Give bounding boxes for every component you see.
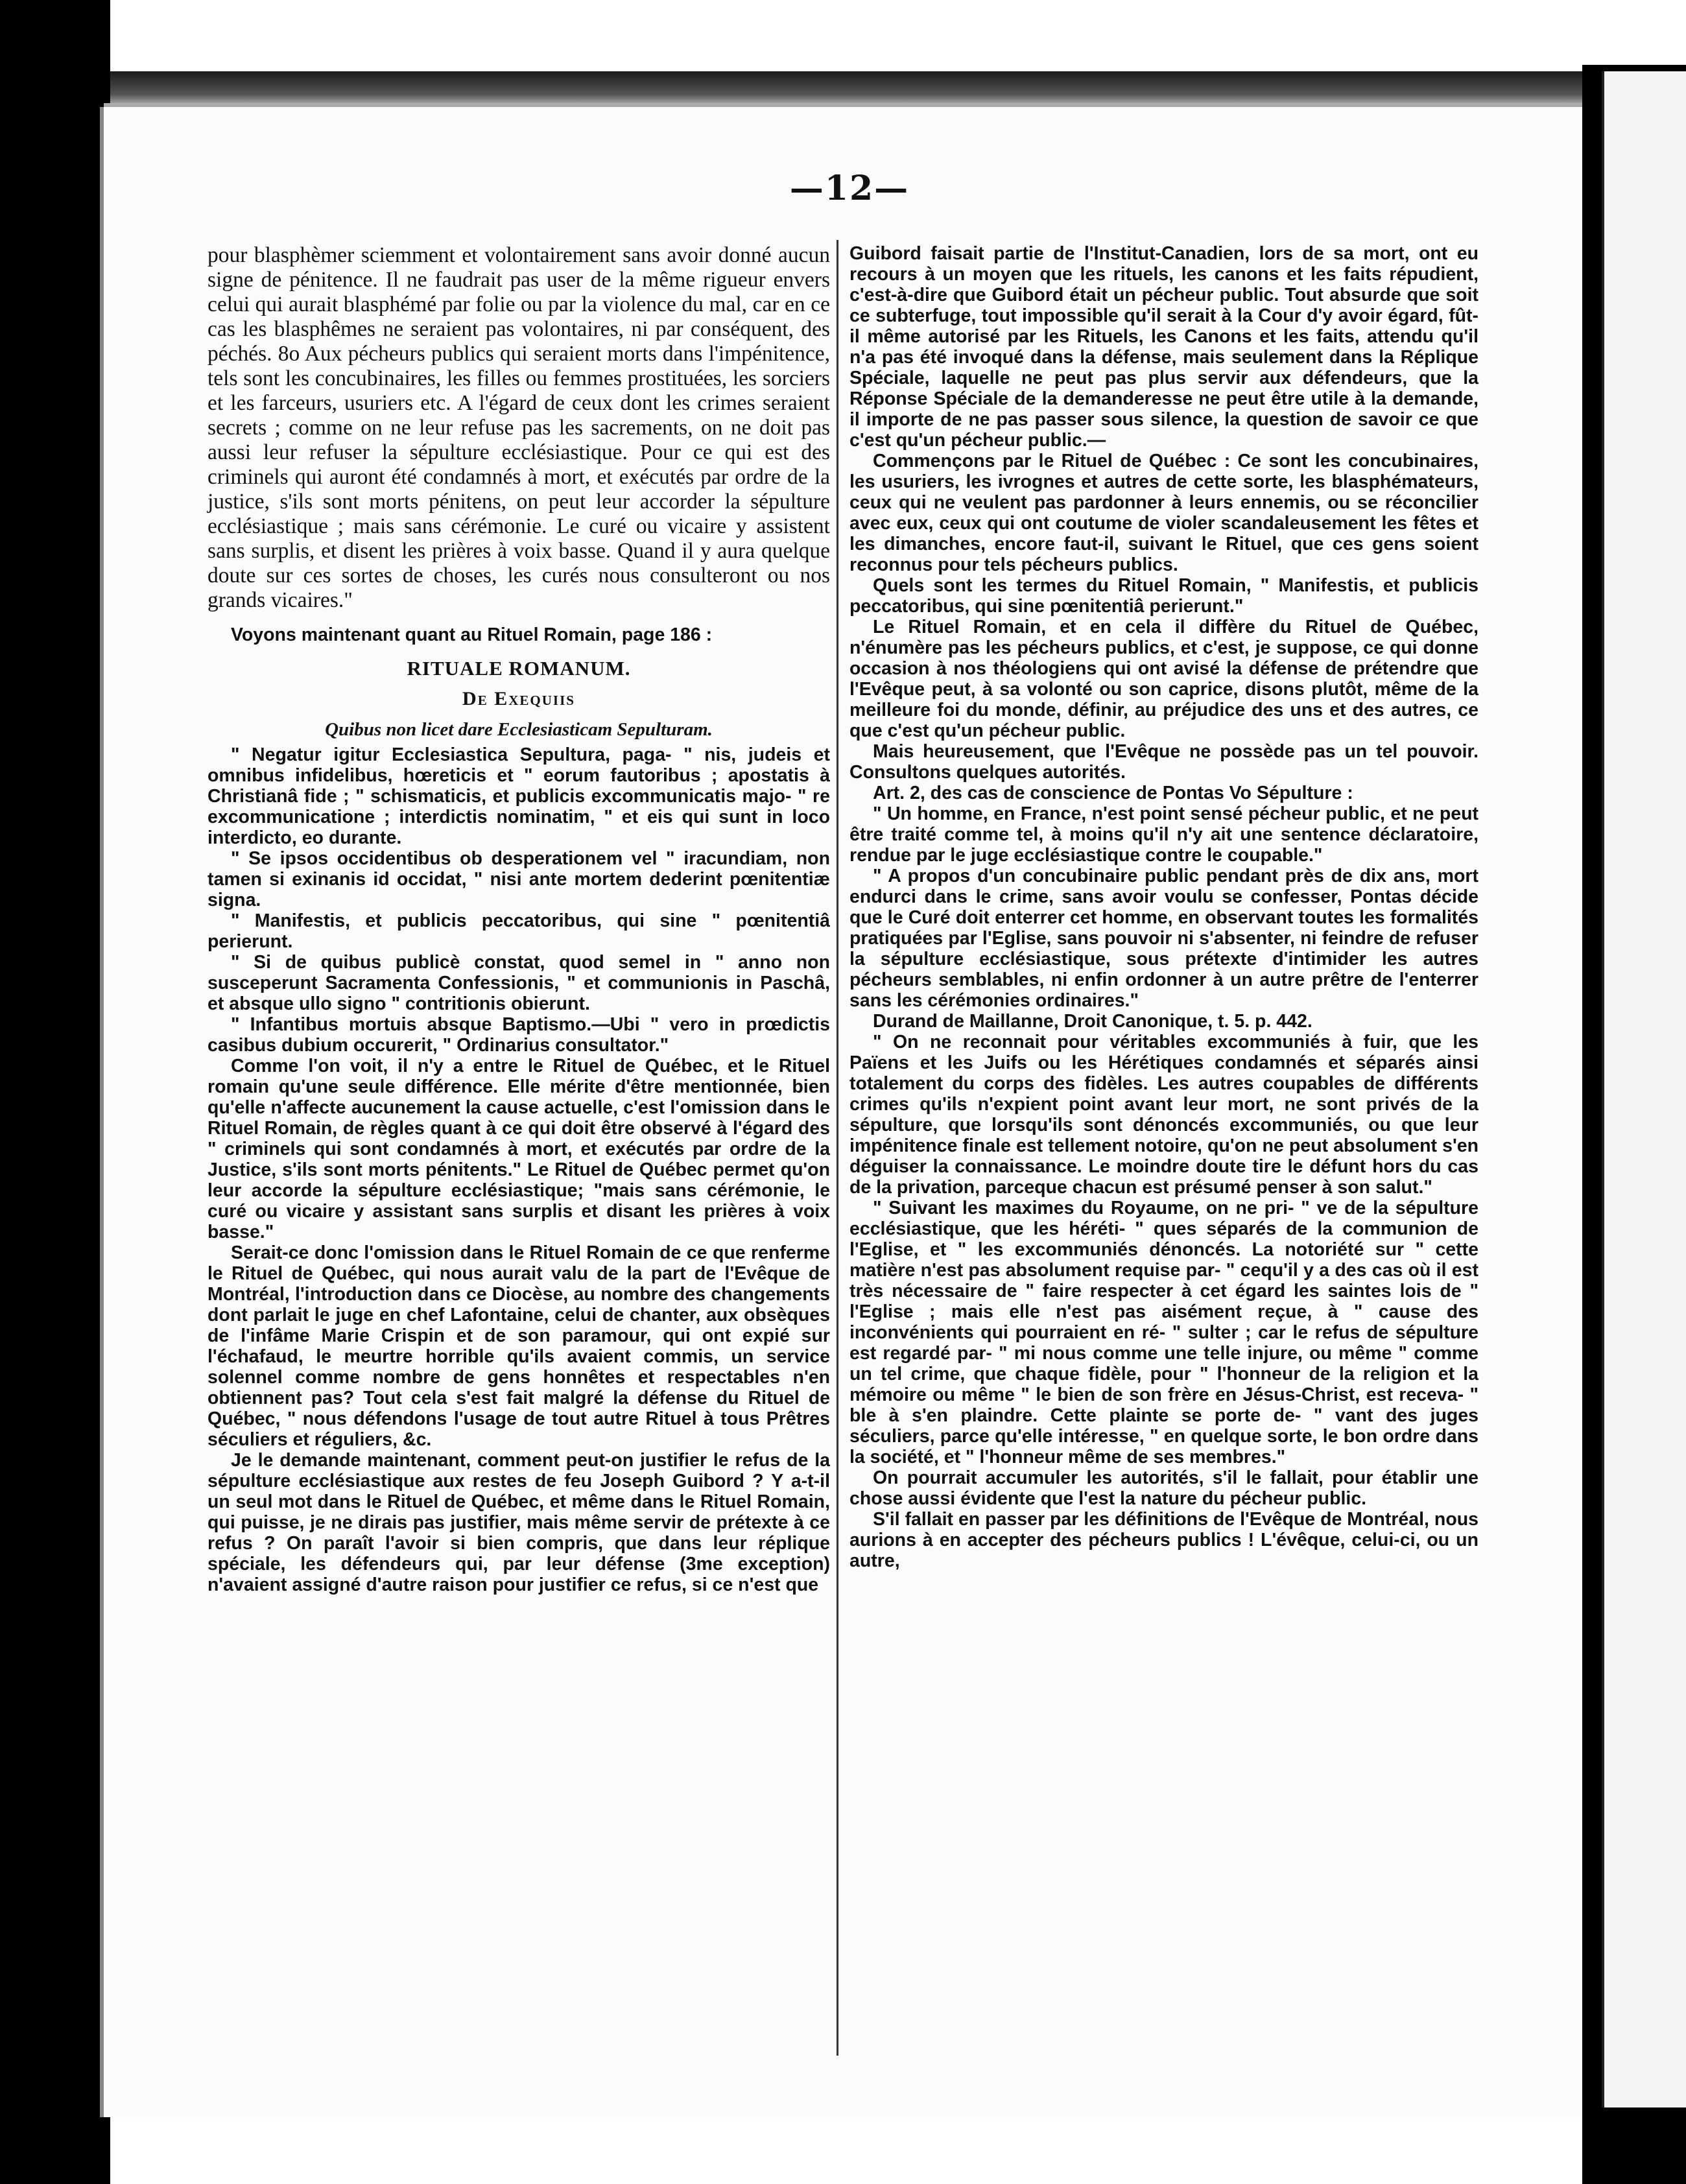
document-page <box>104 107 1582 2117</box>
left-paragraph-1: pour blasphèmer sciemment et volontairement sans avoir donné aucun signe de pénitence. Il ne faudrait pas user de la même rigueur envers celui qui aurait blasphémé par folie ou par la violence du mal, car en ce cas les blasphêmes ne seraient pas volontaires, ni par conséquent, des péchés. 8o Aux pécheurs publics qui seraient morts dans l'impénitence, tels sont les concubinaires, les filles ou femmes prostituées, les sorciers et les farceurs, usuriers etc. A l'égard de ceux dont les crimes seraient secrets ; comme on ne leur refuse pas les sacrements, on ne doit pas aussi leur refuser la sépulture ecclésiastique. Pour ce qui est des criminels qui auront été condamnés à mort, et exécutés par ordre de la justice, s'ils sont morts pénitens, on peut leur accorder la sépulture ecclésiastique ; mais sans cérémonie. Le curé ou vicaire y assistent sans surplis, et disent les prières à voix basse. Quand il y aura quelque doute sur ces sortes de choses, les curés nous consulteront ou nos grands vicaires." <box>208 243 830 612</box>
right-column <box>849 243 1478 1571</box>
left-paragraph-2: Voyons maintenant quant au Rituel Romain, page 186 : <box>231 624 713 645</box>
adjacent-page-edge <box>1602 71 1686 2107</box>
right-paragraph-4: Le Rituel Romain, et en cela il diffère du Rituel de Québec, n'énumère pas les pécheurs publics, et c'est, je suppose, ce qui donne occasion à nos théologiens qui ont avisé la défense de prétendre que l'Evêque peut, à sa volonté ou son caprice, disons plutôt, même de la meilleure foi du monde, définir, au préjudice des uns et des autres, ce que c'est qu'un pécheur public. <box>849 617 1478 741</box>
latin-quote-2: " Se ipsos occidentibus ob desperationem vel " iracundiam, non tamen si exinanis id occidat, " nisi ante mortem dederint pœnitentiæ signa. <box>208 848 830 910</box>
scan-border-left <box>0 0 110 2184</box>
right-paragraph-1: Guibord faisait partie de l'Institut-Canadien, lors de sa mort, ont eu recours à un moyen que les rituels, les canons et les faits répudient, c'est-à-dire que Guibord était un pécheur public. Tout absurde que soit ce subterfuge, tout impossible qu'il serait à la Cour d'y avoir égard, fût-il même autorisé par les Rituels, les Canons et les faits, attendu qu'il n'a pas été invoqué dans la défense, mais seulement dans la Réplique Spéciale, laquelle ne peut pas plus servir aux défendeurs, que la Réponse Spéciale de la demanderesse ne peut être utile à la demande, il importe de ne pas passer sous silence, la question de savoir ce que c'est qu'un pécheur public.— <box>849 243 1478 451</box>
latin-quote-5: " Infantibus mortuis absque Baptismo.—Ubi " vero in prœdictis casibus dubium occurerit, " Ordinarius consultator." <box>208 1014 830 1056</box>
latin-quote-4: " Si de quibus publicè constat, quod semel in " anno non susceperunt Sacramenta Confessionis, " et communionis in Paschâ, et absque ullo signo " contritionis obierunt. <box>208 952 830 1014</box>
page-number: —12— <box>789 169 910 208</box>
right-paragraph-10: " On ne reconnait pour véritables excommuniés à fuir, que les Païens et les Juifs ou les Hérétiques condamnés et séparés ainsi totalement du corps des fidèles. Les autres coupables de différents crimes qu'ils n'expient point avant leur mort, ne sont privés de la sépulture, que lorsqu'ils sont dénoncés excommuniés, ou que leur impénitence finale est tellement notoire, qu'on ne peut absolument s'en déguiser la connaissance. Le moindre doute tire le défunt hors du cas de la privation, parceque chacun est présumé penser à son salut." <box>849 1032 1478 1198</box>
scan-border-top <box>110 71 1680 110</box>
right-paragraph-5: Mais heureusement, que l'Evêque ne possède pas un tel pouvoir. Consultons quelques autorités. <box>849 741 1478 783</box>
column-divider <box>837 240 838 2056</box>
section-heading-rituale: RITUALE ROMANUM. <box>407 657 631 680</box>
left-paragraph-5: Je le demande maintenant, comment peut-on justifier le refus de la sépulture ecclésiastique aux restes de feu Joseph Guibord ? Y a-t-il un seul mot dans le Rituel de Québec, et même dans le Rituel Romain, qui puisse, je ne dirais pas justifier, mais même servir de prétexte à ce refus ? On paraît l'avoir si bien compris, que dans leur réplique spéciale, les défendeurs qui, par leur défense (3me exception) n'avaient assigné d'autre raison pour justifier ce refus, si ce n'est que <box>208 1450 830 1595</box>
section-subheading-exequiis: De Exequiis <box>462 688 575 709</box>
right-paragraph-11: " Suivant les maximes du Royaume, on ne pri- " ve de la sépulture ecclésiastique, que les héréti- " ques séparés de la communion de l'Eglise, et " les excommuniés dénoncés. La notoriété sur " cette matière n'est pas absolument requise par- " cequ'il y a des cas où il est très nécessaire de " faire respecter à cet égard les saintes lois de " l'Eglise ; mais elle n'est pas aisément reçue, à " cause des inconvénients qui pourraient en ré- " sulter ; car le refus de sépulture est regardé par- " mi nous comme une telle injure, ou même " comme un tel crime, que chaque fidèle, pour " l'honneur de la religion et la mémoire ou même " le bien de son frère en Jésus-Christ, est receva- " ble à s'en plaindre. Cette plainte se porte de- " vant des juges séculiers, parce qu'elle intéresse, " en quelque sorte, le bon ordre dans la société, et " l'honneur même de ses membres." <box>849 1198 1478 1467</box>
right-paragraph-13: S'il fallait en passer par les définitions de l'Evêque de Montréal, nous aurions à en accepter des pécheurs publics ! L'évêque, celui-ci, ou un autre, <box>849 1509 1478 1571</box>
right-paragraph-3: Quels sont les termes du Rituel Romain, " Manifestis, et publicis peccatoribus, qui sine pœnitentiâ perierunt." <box>849 575 1478 617</box>
section-subtitle-quibus: Quibus non licet dare Ecclesiasticam Sepulturam. <box>325 719 713 740</box>
right-paragraph-6: Art. 2, des cas de conscience de Pontas Vo Sépulture : <box>873 783 1353 803</box>
right-paragraph-7: " Un homme, en France, n'est point sensé pécheur public, et ne peut être traité comme tel, à moins qu'il n'y ait une sentence déclaratoire, rendue par le juge ecclésiastique contre le coupable." <box>849 803 1478 866</box>
left-paragraph-3: Comme l'on voit, il n'y a entre le Rituel de Québec, et le Rituel romain qu'une seule différence. Elle mérite d'être mentionnée, bien qu'elle n'affecte aucunement la cause actuelle, c'est l'omission dans le Rituel Romain, de règles quant à ce qui doit être observé à l'égard des " criminels qui sont condamnés à mort, et exécutés par ordre de la Justice, s'ils sont morts pénitents." Le Rituel de Québec permet qu'on leur accorde la sépulture ecclésiastique; "mais sans cérémonie, le curé ou vicaire y assistant sans surplis et disant les prières à voix basse." <box>208 1056 830 1242</box>
latin-quote-3: " Manifestis, et publicis peccatoribus, qui sine " pœnitentiâ perierunt. <box>208 910 830 952</box>
right-paragraph-8: " A propos d'un concubinaire public pendant près de dix ans, mort endurci dans le crime, sans avoir voulu se confesser, Pontas décide que le Curé doit enterrer cet homme, en observant toutes les formalités pratiquées par l'Eglise, sans pouvoir ni s'absenter, ni feindre de refuser la sépulture ecclésiastique, sous prétexte d'intimider les autres pécheurs semblables, ni enfin ordonner à un autre prêtre de l'enterrer sans les cérémonies ordinaires." <box>849 866 1478 1011</box>
left-column <box>208 243 830 1595</box>
latin-quote-1: " Negatur igitur Ecclesiastica Sepultura, paga- " nis, judeis et omnibus infidelibus, hœreticis et " eorum fautoribus ; apostatis à Christianâ fide ; " schismaticis, et publicis excommunicatis majo- " re excommunicatione ; interdictis nominatim, " et eis qui sunt in loco interdicto, eo durante. <box>208 744 830 848</box>
left-paragraph-4: Serait-ce donc l'omission dans le Rituel Romain de ce que renferme le Rituel de Québec, qui nous aurait valu de la part de l'Evêque de Montréal, l'introduction dans ce Diocèse, au nombre des changements dont parlait le juge en chef Lafontaine, celui de chanter, aux obsèques de l'infâme Marie Crispin et de son paramour, qui ont expié sur l'échafaud, le meurtre horrible qu'ils avaient commis, un service solennel comme nombre de gens honnêtes et respectables n'en obtiennent pas? Tout cela s'est fait malgré la défense du Rituel de Québec, " nous défendons l'usage de tout autre Rituel à tous Prêtres séculiers et réguliers, &c. <box>208 1242 830 1450</box>
right-paragraph-2: Commençons par le Rituel de Québec : Ce sont les concubinaires, les usuriers, les ivrognes et autres de cette sorte, les blasphémateurs, ceux qui ne veulent pas pardonner à leurs ennemis, ou se réconcilier avec eux, ceux qui ont coutume de violer scandaleusement les fêtes et les dimanches, encore faut-il, suivant le Rituel, que ces gens soient reconnus pour tels pécheurs publics. <box>849 451 1478 575</box>
right-paragraph-9: Durand de Maillanne, Droit Canonique, t. 5. p. 442. <box>873 1011 1312 1032</box>
right-paragraph-12: On pourrait accumuler les autorités, s'il le fallait, pour établir une chose aussi évidente que l'est la nature du pécheur public. <box>849 1467 1478 1509</box>
